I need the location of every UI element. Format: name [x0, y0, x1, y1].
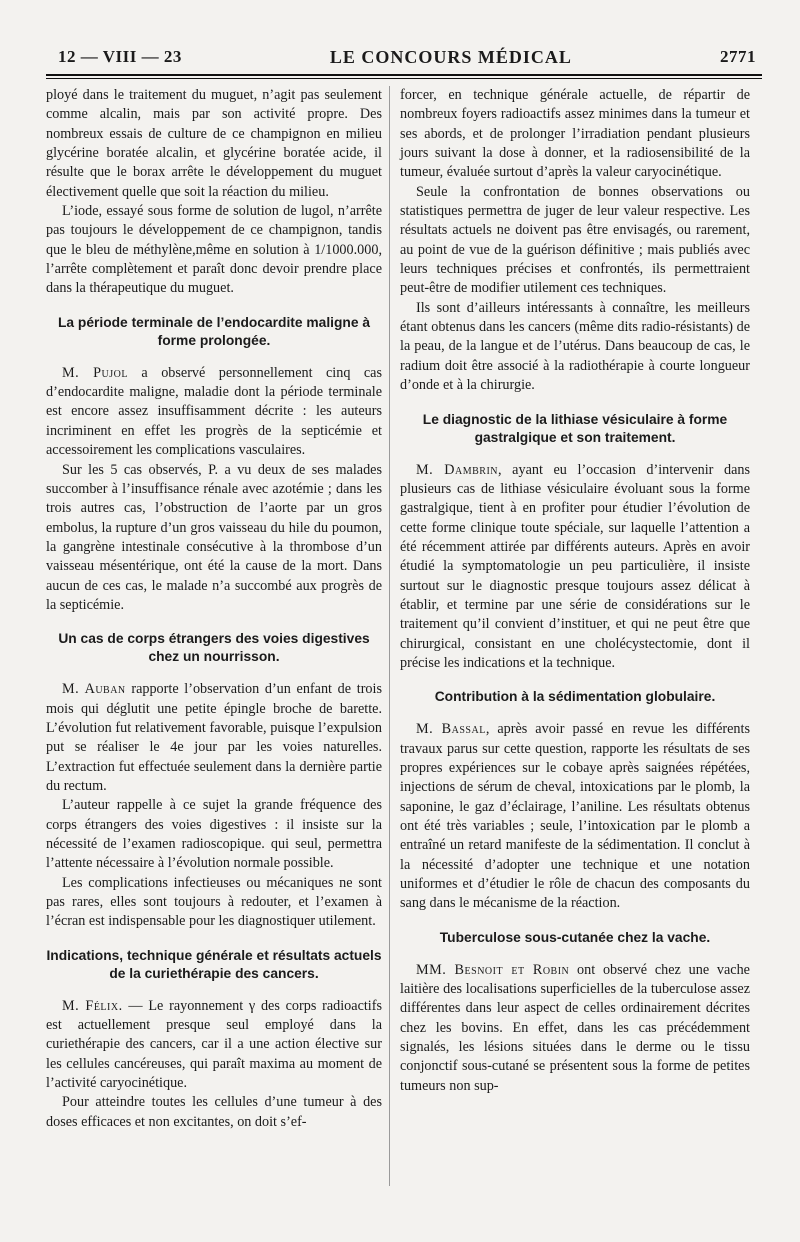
paragraph: ployé dans le traitement du muguet, n’agit pas seulement comme alcalin, mais par son activité propre. Des nombreux essais de culture de ce champignon en milieu glycérine boratée alcalin, et glycérine boratée acide, il résulte que le borax arrête le développement du muguet électivement quelle que soit la réaction du milieu. — [46, 87, 382, 200]
paragraph: M. Félix. — Le rayonnement γ des corps radioactifs est actuellement presque seul employé dans la curiethérapie des cancers, car il a une action élective sur les cellules cancéreuses, qui paraît maxima au moment de l’activité caryocinétique. — [46, 997, 382, 1092]
paragraph: Les complications infectieuses ou mécaniques ne sont pas rares, elles sont toujours à redouter, et l’examen à l’écran est indispensable pour les diagnostiquer utilement. — [46, 874, 382, 930]
paragraph: forcer, en technique générale actuelle, de répartir de nombreux foyers radioactifs assez minimes dans la tumeur et ses abords, et de prolonger l’irradiation pendant plusieurs jours suivant la dose à donner, et la radiosensibilité de la tumeur, évaluée surtout d’après la valeur caryocinétique. — [400, 87, 750, 181]
section-heading: La période terminale de l’endocardite maligne à forme prolongée. — [57, 314, 371, 348]
paragraph: MM. Besnoit et Robin ont observé chez une vache laitière des localisations superficielles de la tuberculose assez différentes dans leur aspect de celles ordinairement décrites chez les bovins. En effet, dans les cas précédemment signalés, les lésions situées dans le derme ou le tissu conjonctif sous-cutané se présentent sous la forme de petites tumeurs non sup- — [400, 961, 750, 1094]
paragraph: M. Bassal, après avoir passé en revue les différents travaux parus sur cette question, rapporte les résultats de ses propres expériences sur le cobaye après saignées répétées, injections de sérum de cheval, intoxications par le plomb, la saponine, le gaz d’éclairage, l’aniline. Les résultats obtenus ont été très variables ; seule, l’intoxication par le plomb a entraîné un retard manifeste de la sédimentation. Il conclut à la nécessité d’adopter une technique et une notation uniformes et d’étudier le rôle de chacun des composants du sang dans le mécanisme de la réaction. — [400, 721, 750, 912]
right-column — [400, 86, 750, 1096]
paragraph: L’iode, essayé sous forme de solution de lugol, n’arrête pas toujours le développement de ce champignon, tandis que le bleu de méthylène,même en solution à 1/1000.000, l’arrête complètement et paraît donc devoir prendre place dans la thérapeutique du muguet. — [46, 203, 382, 297]
paragraph: Sur les 5 cas observés, P. a vu deux de ses malades succomber à l’insuffisance rénale avec azotémie ; dans les trois autres cas, l’obstruction de l’aorte par un gros embolus, la rupture d’un gros vaisseau du hile du poumon, la gangrène intestinale consécutive à la thrombose d’un vaisseau mésentérique, ont été la cause de la mort. Dans aucun de ces cas, le malade n’a succombé aux progrès de la septicémie. — [46, 461, 382, 613]
author-name: M. Bassal — [416, 721, 486, 738]
author-name: M. Félix. — [62, 997, 123, 1014]
author-name: M. Dambrin — [416, 461, 499, 478]
page-header — [58, 44, 756, 70]
column-divider — [389, 86, 390, 1186]
paragraph: Seule la confrontation de bonnes observations ou statistiques permettra de juger de leur valeur respective. Les résultats actuels ne doivent pas être envisagés, ou rarement, au point de vue de la guérison définitive ; mais publiés avec leurs techniques précises et confrontés, ils permettraient peut-être de modifier utilement ces techniques. — [400, 183, 750, 297]
paragraph: M. Dambrin, ayant eu l’occasion d’intervenir dans plusieurs cas de lithiase vésiculaire évoluant sous la forme gastralgique, tient à en profiter pour étudier l’évolution de cette forme clinique toute spéciale, sur laquelle l’attention a été récemment attirée par différents auteurs. Après en avoir étudié la symptomatologie un peu particulière, il insiste surtout sur le diagnostic presque toujours assez délicat à établir, et termine par une série de considérations sur le traitement qu’il convient d’instituer, et qui ne peut être que chirurgical, consistant en une cholécystectomie, dont il précise les indications et la technique. — [400, 461, 751, 671]
header-issue-date: 12 — VIII — 23 — [58, 47, 182, 66]
section-heading: Un cas de corps étrangers des voies digestives chez un nourrisson. — [58, 631, 370, 665]
header-rule — [46, 74, 762, 79]
author-name: M. Pujol — [62, 364, 128, 381]
section-heading: Le diagnostic de la lithiase vésiculaire à forme gastralgique et son traitement. — [422, 411, 728, 445]
author-name: MM. Besnoit et Robin — [416, 961, 570, 978]
paragraph: Pour atteindre toutes les cellules d’une tumeur à des doses efficaces et non excitantes, on doit s’ef- — [46, 1094, 382, 1130]
paragraph: L’auteur rappelle à ce sujet la grande fréquence des corps étrangers des voies digestives : il insiste sur la nécessité de l’examen radioscopique. qui seul, permettra l’attente nécessaire à l’évolution normale possible. — [46, 797, 382, 872]
section-heading: Indications, technique générale et résultats actuels de la curiethérapie des cancers. — [46, 947, 382, 981]
author-name: M. Auban — [62, 681, 126, 698]
page-number: 2771 — [719, 47, 756, 66]
paragraph: M. Auban rapporte l’observation d’un enfant de trois mois qui déglutit une petite épingle broche de barette. L’évolution fut relativement favorable, puisque l’expulsion put se réaliser le 4e jour par les voies naturelles. L’extraction fut effectuée seulement dans la dernière partie du rectum. — [46, 681, 382, 794]
journal-title: LE CONCOURS MÉDICAL — [329, 46, 572, 67]
paragraph: Ils sont d’ailleurs intéressants à connaître, les meilleurs étant obtenus dans les cancers (même dits radio-résistants) de la peau, de la langue et de l’utérus. Dans beaucoup de cas, le radium doit être associé à la radiothérapie à courte longueur d’onde et à la chirurgie. — [400, 299, 750, 394]
paragraph: M. Pujol a observé personnellement cinq cas d’endocardite maligne, maladie dont la période terminale est encore assez insuffisamment décrite : les auteurs incriminent en effet les progrès de la septicémie et accessoirement les complications vasculaires. — [46, 364, 382, 459]
section-heading: Tuberculose sous-cutanée chez la vache. — [439, 929, 711, 945]
left-column — [46, 86, 382, 1132]
section-heading: Contribution à la sédimentation globulaire. — [434, 689, 716, 705]
